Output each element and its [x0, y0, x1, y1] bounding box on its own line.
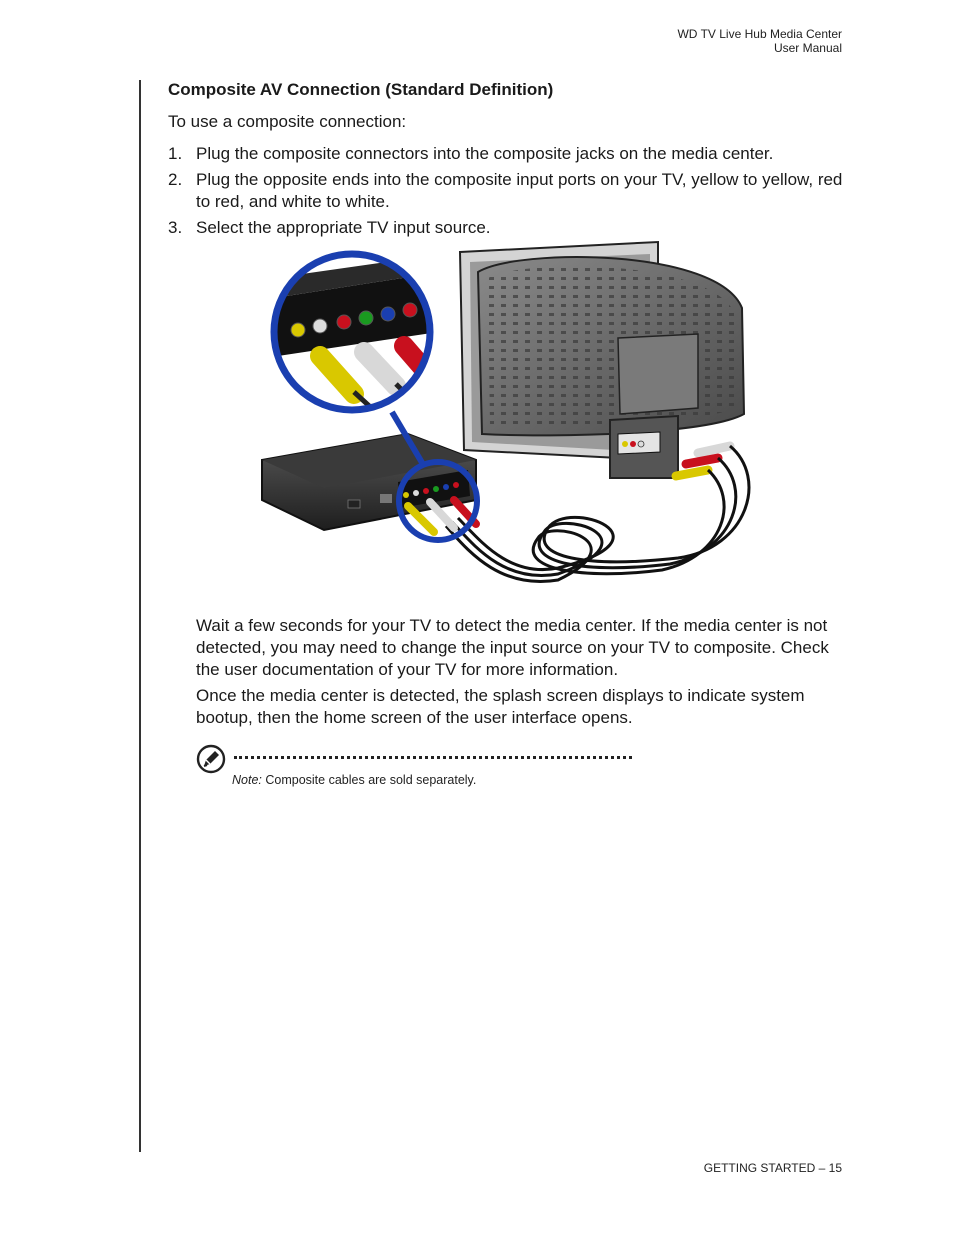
note-dotted-rule — [234, 756, 632, 759]
note-body: Composite cables are sold separately. — [261, 773, 477, 787]
page-header — [677, 27, 842, 55]
note-label: Note: — [232, 773, 262, 787]
step-text: Select the appropriate TV input source. — [196, 218, 491, 237]
intro-text: To use a composite connection: — [168, 112, 407, 131]
note-block — [196, 744, 646, 794]
page-footer: GETTING STARTED – 15 — [703, 1161, 842, 1175]
header-subtitle: User Manual — [773, 41, 842, 55]
header-title: WD TV Live Hub Media Center — [677, 27, 842, 41]
step-number: 3. — [168, 218, 183, 237]
composite-connection-diagram — [258, 238, 768, 593]
step-item — [168, 217, 848, 239]
step-number: 2. — [168, 170, 183, 189]
tv-illustration — [460, 242, 744, 478]
note-text — [232, 773, 476, 787]
step-text: Plug the opposite ends into the composite input ports on your TV, yellow to yellow, red to red, and white to white. — [196, 170, 843, 211]
paragraph: Wait a few seconds for your TV to detect the media center. If the media center is not detected, you may need to change the input source on your TV to composite. Check the user documentation of your TV for more information. — [196, 616, 829, 679]
step-text: Plug the composite connectors into the composite jacks on the media center. — [196, 144, 774, 163]
connection-illustration — [258, 238, 768, 593]
paragraph: Once the media center is detected, the splash screen displays to indicate system bootup, then the home screen of the user interface opens. — [196, 686, 805, 727]
step-item — [168, 143, 848, 165]
section-title: Composite AV Connection (Standard Definition) — [168, 80, 554, 99]
detection-instructions — [196, 615, 846, 733]
main-content — [168, 78, 848, 243]
pencil-note-icon — [196, 744, 226, 774]
step-number: 1. — [168, 144, 183, 163]
callout-magnified — [268, 248, 438, 418]
step-item — [168, 169, 848, 213]
steps-list — [168, 143, 848, 239]
left-margin-rule — [139, 80, 141, 1152]
